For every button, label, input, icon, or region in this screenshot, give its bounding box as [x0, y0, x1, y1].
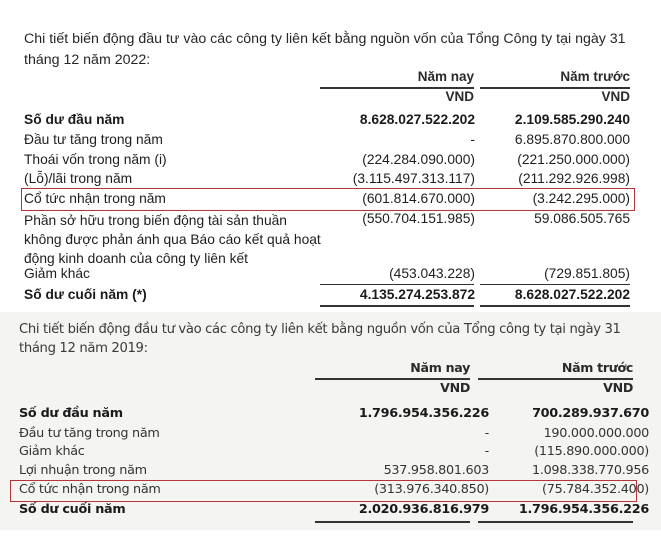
row-label: Số dư đầu năm: [19, 406, 123, 421]
total-rule-current: [320, 305, 474, 307]
value-previous: (729.851.805): [544, 266, 630, 281]
value-previous: 8.628.027.522.202: [514, 287, 630, 302]
column-header-current: Năm nay: [417, 69, 474, 84]
row-label: Cổ tức nhận trong năm: [19, 482, 161, 497]
value-current: -: [470, 132, 475, 147]
row-label: Đầu tư tăng trong năm: [19, 426, 160, 441]
row-label: Đầu tư tăng trong năm: [24, 132, 163, 147]
column-header-current: Năm nay: [410, 360, 470, 375]
row-label: Số dư cuối năm (*): [24, 287, 147, 302]
table-row-investment-increase: [19, 426, 649, 446]
intro-text-2019: Chi tiết biến động đầu tư vào các công ty liên kết bằng nguồn vốn của Tổng công ty tại ngày 31 tháng 12 năm 2019:: [19, 322, 621, 356]
total-rule-current: [315, 521, 470, 523]
value-current: -: [484, 426, 489, 441]
unit-current: VND: [445, 89, 474, 104]
value-current: 2.020.936.816.979: [358, 502, 489, 517]
table-row-other-decrease: [19, 444, 649, 464]
value-previous: (115.890.000.000): [534, 444, 649, 459]
value-previous: (221.250.000.000): [517, 152, 630, 167]
row-label: Giảm khác: [19, 444, 85, 459]
value-previous: (3.242.295.000): [532, 191, 630, 206]
total-rule-previous: [478, 521, 633, 523]
value-current: 1.796.954.356.226: [358, 406, 489, 421]
value-previous: 59.086.505.765: [534, 211, 630, 226]
value-previous: (75.784.352.400): [542, 482, 649, 497]
row-label: Số dư đầu năm: [24, 112, 125, 127]
row-label: Thoái vốn trong năm (i): [24, 152, 167, 167]
value-previous: 6.895.870.800.000: [514, 132, 630, 147]
value-previous: 1.098.338.770.956: [531, 463, 649, 478]
table-row-dividends: [19, 482, 649, 502]
value-current: (550.704.151.985): [362, 211, 475, 226]
column-header-previous: Năm trước: [561, 360, 633, 375]
row-label: Phần sở hữu trong biến động tài sản thuần không được phản ánh qua Báo cáo kết quả hoạt động kinh doanh của công ty liên kết: [24, 213, 321, 266]
unit-previous: VND: [603, 380, 633, 395]
value-previous: 1.796.954.356.226: [518, 502, 649, 517]
value-current: 4.135.274.253.872: [359, 287, 475, 302]
table-row-opening-balance: [24, 112, 640, 132]
intro-text-2022: Chi tiết biến động đầu tư vào các công ty liên kết bằng nguồn vốn của Tổng Công ty tại ngày 31 tháng 12 năm 2022:: [24, 31, 626, 68]
column-header-previous: Năm trước: [560, 69, 630, 84]
table-row-dividends: [24, 191, 640, 211]
row-label: Số dư cuối năm: [19, 502, 126, 517]
subtotal-rule-current: [320, 284, 474, 285]
value-current: (224.284.090.000): [362, 152, 475, 167]
row-label: (Lỗ)/lãi trong năm: [24, 171, 133, 186]
subtotal-rule-previous: [480, 284, 630, 285]
table-row-investment-increase: [24, 132, 640, 152]
value-current: 537.958.801.603: [383, 463, 489, 478]
value-current: (3.115.497.313.117): [352, 171, 475, 186]
table-row-closing-balance: [24, 287, 640, 307]
table-row-ownership-net-assets: [24, 211, 640, 269]
value-current: (453.043.228): [389, 266, 475, 281]
value-current: -: [484, 444, 489, 459]
table-row-opening-balance: [19, 406, 649, 426]
value-previous: 700.289.937.670: [532, 406, 649, 421]
value-current: (313.976.340.850): [374, 482, 489, 497]
value-previous: (211.292.926.998): [518, 171, 630, 186]
table-row-closing-balance: [19, 502, 649, 522]
table-row-divestment: [24, 152, 640, 172]
unit-current: VND: [440, 380, 470, 395]
row-label: Giảm khác: [24, 266, 90, 281]
value-current: 8.628.027.522.202: [359, 112, 475, 127]
row-label: Cổ tức nhận trong năm: [24, 191, 166, 206]
section-2019: [0, 312, 661, 530]
value-previous: 2.109.585.290.240: [514, 112, 630, 127]
total-rule-previous: [480, 305, 630, 307]
table-row-other-decrease: [24, 266, 640, 286]
unit-previous: VND: [601, 89, 630, 104]
row-label: Lợi nhuận trong năm: [19, 463, 147, 478]
value-current: (601.814.670.000): [362, 191, 475, 206]
value-previous: 190.000.000.000: [543, 426, 649, 441]
